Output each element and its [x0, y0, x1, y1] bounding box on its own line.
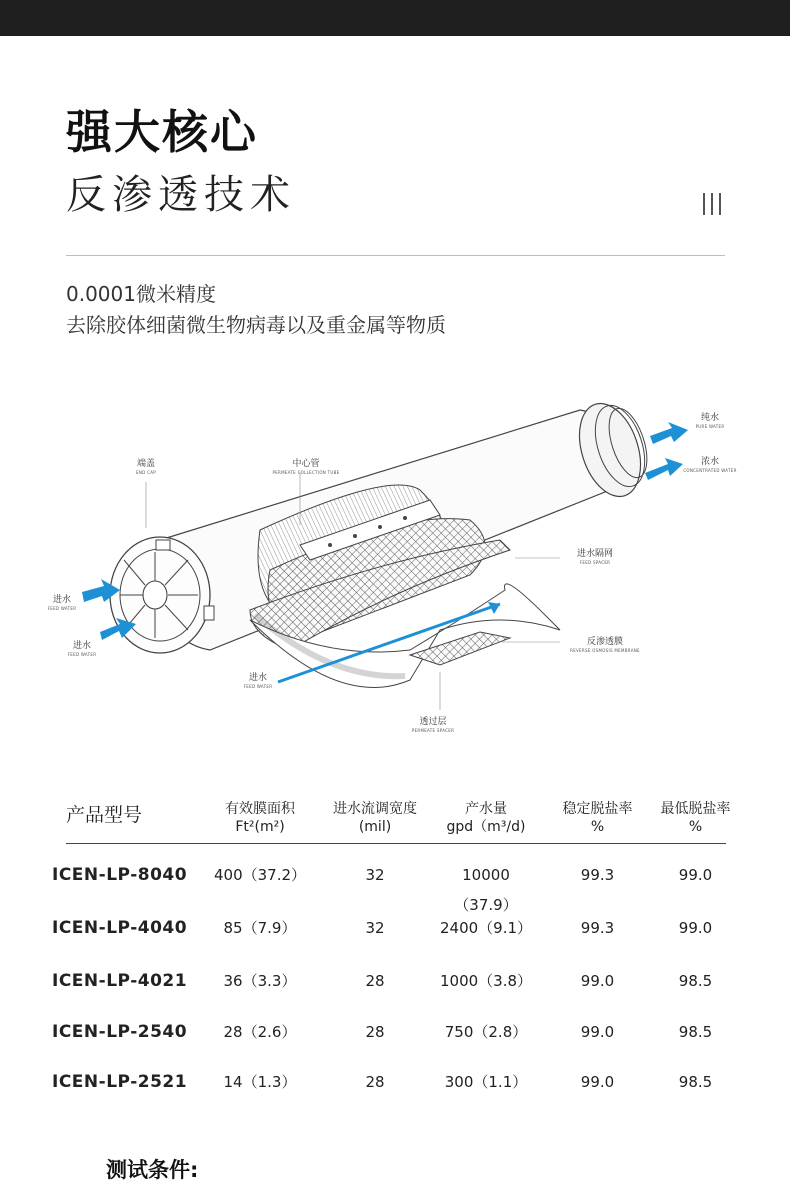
- table-row: ICEN-LP-4040 85（7.9） 32 2400（9.1） 99.3 99.0: [52, 918, 713, 938]
- precision-text: 0.0001微米精度: [66, 282, 216, 306]
- label-pure-water: 纯水 PURE WATER: [695, 413, 725, 429]
- label-ro-membrane: 反渗透膜 REVERSE OSMOSIS MEMBRANE: [570, 637, 640, 653]
- header-divider: [66, 255, 725, 256]
- label-concentrate: 浓水 CONCENTRATED WATER: [683, 457, 737, 473]
- page-subtitle: 反渗透技术: [66, 172, 296, 218]
- header-width: 进水流调宽度 (mil): [333, 801, 417, 835]
- header-stable-rejection: 稳定脱盐率 %: [562, 801, 633, 835]
- table-row: ICEN-LP-4021 36（3.3） 28 1000（3.8） 99.0 98.5: [52, 971, 713, 991]
- membrane-illustration: [0, 380, 790, 760]
- label-feed-water-1: 进水 FEED WATER: [47, 595, 77, 611]
- page-title: 强大核心: [66, 105, 258, 159]
- header-min-rejection: 最低脱盐率 %: [660, 801, 731, 835]
- header-model: 产品型号: [66, 804, 143, 826]
- label-feed-spacer: 进水隔网 FEED SPACER: [576, 549, 613, 565]
- table-header: [40, 790, 740, 843]
- label-end-cap: 端盖 END CAP: [136, 459, 156, 475]
- triple-bar-icon: [703, 193, 723, 215]
- table-row: ICEN-LP-8040 400（37.2） 32 10000（37.9） 99.3 99.0: [52, 865, 713, 914]
- test-conditions-title: 测试条件:: [106, 1158, 199, 1182]
- header-output: 产水量 gpd（m³/d): [446, 801, 526, 835]
- label-center-tube: 中心管 PERMEATE COLLECTION TUBE: [272, 459, 340, 475]
- removal-text: 去除胶体细菌微生物病毒以及重金属等物质: [66, 313, 446, 337]
- ro-membrane-diagram: [0, 380, 790, 760]
- header-divider-line: [66, 843, 726, 844]
- table-row: ICEN-LP-2540 28（2.6） 28 750（2.8） 99.0 98.5: [52, 1022, 713, 1042]
- table-row: ICEN-LP-2521 14（1.3） 28 300（1.1） 99.0 98.5: [52, 1072, 713, 1092]
- label-permeate-spacer: 透过层 PERMEATE SPACER: [411, 717, 455, 733]
- header-area: 有效膜面积 Ft²(m²): [225, 801, 295, 835]
- top-bar: [0, 0, 790, 36]
- label-feed-water-3: 进水 FEED WATER: [243, 673, 273, 689]
- label-feed-water-2: 进水 FEED WATER: [67, 641, 97, 657]
